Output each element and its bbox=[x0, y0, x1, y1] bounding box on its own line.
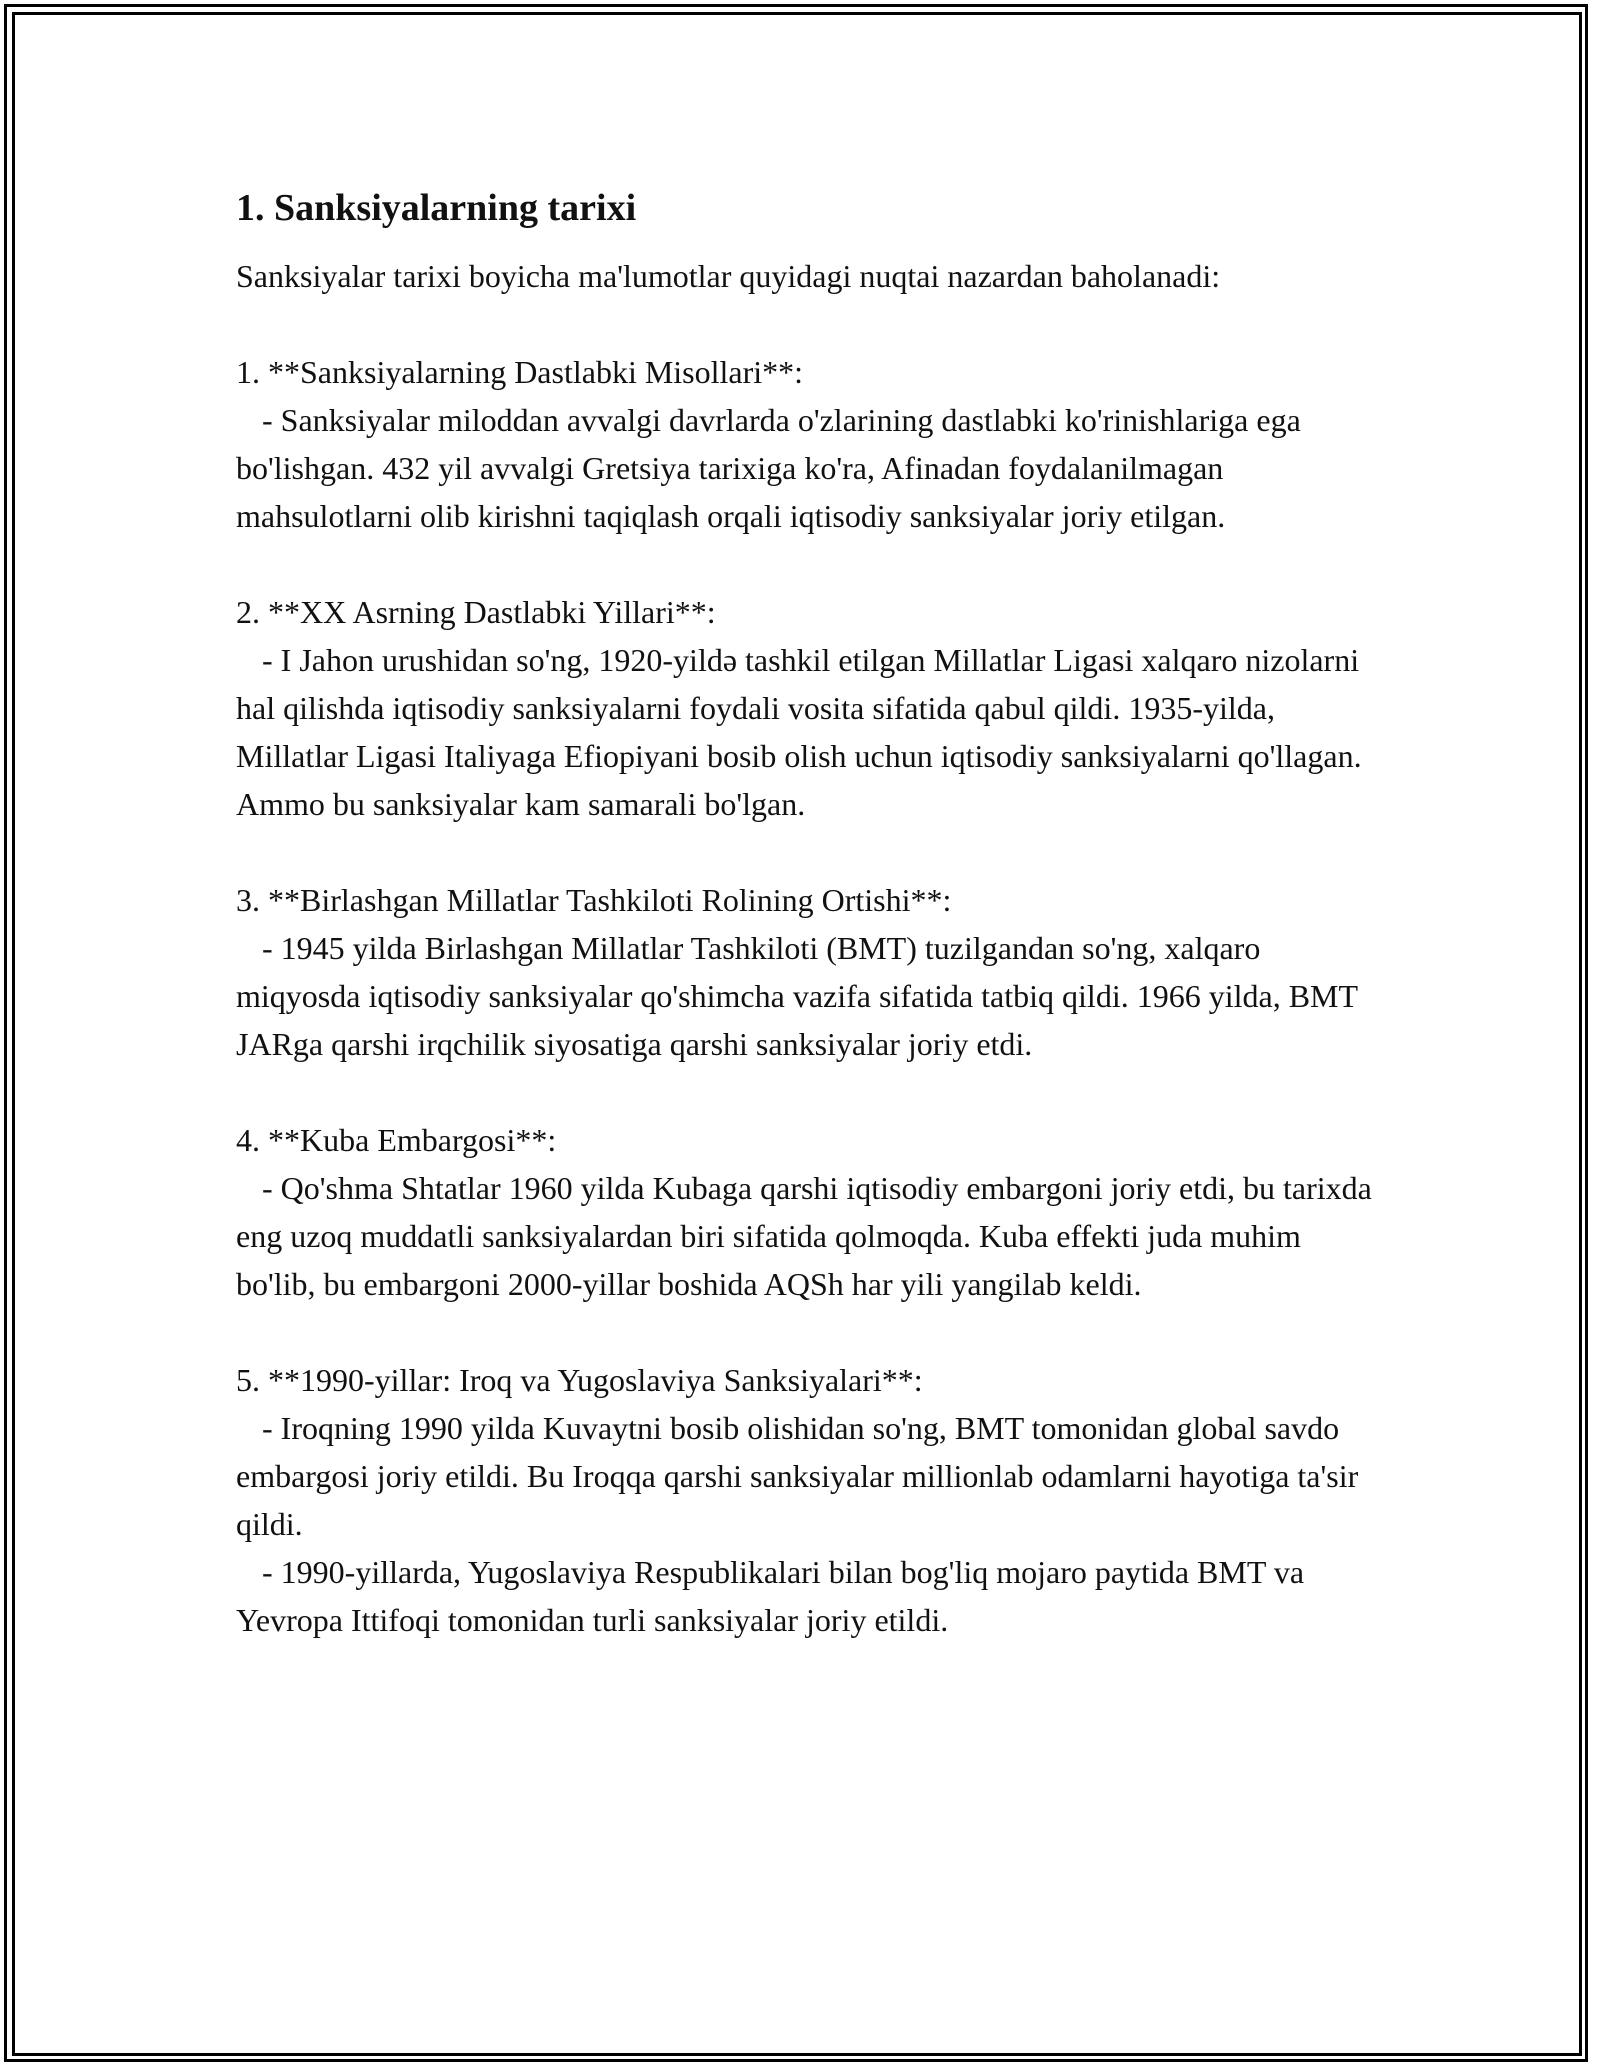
section-5 bbox=[236, 1356, 1386, 1644]
section-bullet: - Sanksiyalar miloddan avvalgi davrlarda o'zlarining dastlabki ko'rinishlariga ega bo'lishgan. 432 yil avvalgi Gretsiya tarixiga ko'ra, Afinadan foydalanilmagan mahsulotlarni olib kirishni taqiqlash orqali iqtisodiy sanksiyalar joriy etilgan. bbox=[236, 402, 1301, 534]
section-bullet: - 1990-yillarda, Yugoslaviya Respublikalari bilan bog'liq mojaro paytida BMT va Yevropa Ittifoqi tomonidan turli sanksiyalar joriy etildi. bbox=[236, 1554, 1305, 1638]
section-bullet: - Qo'shma Shtatlar 1960 yilda Kubaga qarshi iqtisodiy embargoni joriy etdi, bu tarixda eng uzoq muddatli sanksiyalardan biri sifatida qolmoqda. Kuba effekti juda muhim bo'lib, bu embargoni 2000-yillar boshida AQSh har yili yangilab keldi. bbox=[236, 1170, 1372, 1302]
section-heading: 1. **Sanksiyalarning Dastlabki Misollari**: bbox=[236, 354, 804, 390]
section-bullet: - Iroqning 1990 yilda Kuvaytni bosib olishidan so'ng, BMT tomonidan global savdo embargosi joriy etildi. Bu Iroqqa qarshi sanksiyalar millionlab odamlarni hayotiga ta'sir qildi. bbox=[236, 1410, 1359, 1542]
document-title: 1. Sanksiyalarning tarixi bbox=[236, 187, 637, 229]
section-heading: 5. **1990-yillar: Iroq va Yugoslaviya Sanksiyalari**: bbox=[236, 1362, 923, 1398]
section-heading: 2. **XX Asrning Dastlabki Yillari**: bbox=[236, 594, 716, 630]
section-1 bbox=[236, 348, 1386, 540]
section-heading: 3. **Birlashgan Millatlar Tashkiloti Rolining Ortishi**: bbox=[236, 882, 952, 918]
intro-paragraph: Sanksiyalar tarixi boyicha ma'lumotlar quyidagi nuqtai nazardan baholanadi: bbox=[236, 258, 1221, 294]
section-bullet: - I Jahon urushidan so'ng, 1920-yildə tashkil etilgan Millatlar Ligasi xalqaro nizolarni hal qilishda iqtisodiy sanksiyalarni foydali vosita sifatida qabul qildi. 1935-yilda, Millatlar Ligasi Italiyaga Efiopiyani bosib olish uchun iqtisodiy sanksiyalarni qo'llagan. Ammo bu sanksiyalar kam samarali bo'lgan. bbox=[236, 642, 1362, 822]
section-heading: 4. **Kuba Embargosi**: bbox=[236, 1122, 557, 1158]
document-body bbox=[236, 184, 1386, 1692]
section-bullet: - 1945 yilda Birlashgan Millatlar Tashkiloti (BMT) tuzilgandan so'ng, xalqaro miqyosda iqtisodiy sanksiyalar qo'shimcha vazifa sifatida tatbiq qildi. 1966 yilda, BMT JARga qarshi irqchilik siyosatiga qarshi sanksiyalar joriy etdi. bbox=[236, 930, 1358, 1062]
section-4 bbox=[236, 1116, 1386, 1308]
section-3 bbox=[236, 876, 1386, 1068]
section-2 bbox=[236, 588, 1386, 828]
